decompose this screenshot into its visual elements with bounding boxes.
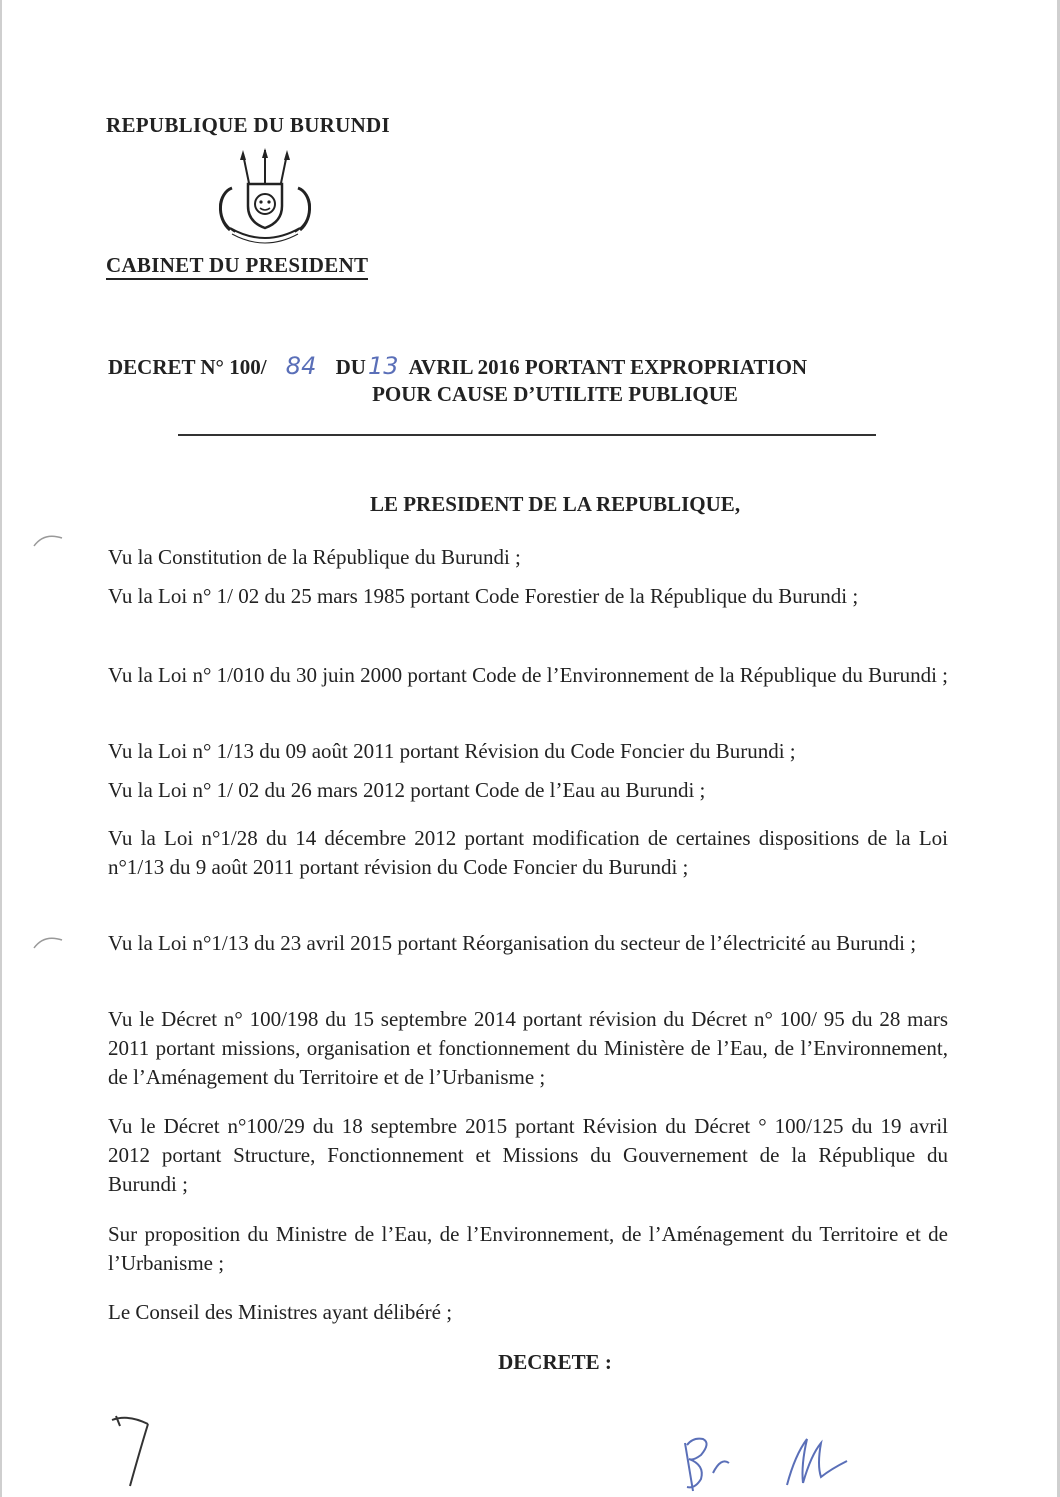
punch-hole-mark bbox=[32, 932, 64, 952]
title-divider bbox=[178, 434, 876, 436]
preamble-paragraph: Vu la Constitution de la République du Burundi ; bbox=[108, 545, 521, 569]
preamble-paragraph: Vu la Loi n° 1/ 02 du 26 mars 2012 portant Code de l’Eau au Burundi ; bbox=[108, 778, 706, 802]
preamble-paragraph: Vu le Décret n°100/29 du 18 septembre 2015 portant Révision du Décret ° 100/125 du 19 avril 2012 portant Structure, Fonctionnement et Missions du Gouvernement de la République du Burundi ; bbox=[108, 1114, 948, 1196]
cabinet-heading: CABINET DU PRESIDENT bbox=[106, 252, 368, 280]
handwritten-initials-signature bbox=[675, 1425, 865, 1495]
handwritten-decree-number: 84 bbox=[285, 352, 317, 380]
preamble-paragraph: Vu la Loi n°1/13 du 23 avril 2015 portant Réorganisation du secteur de l’électricité au Burundi ; bbox=[108, 931, 917, 955]
president-heading: LE PRESIDENT DE LA REPUBLIQUE, bbox=[369, 492, 741, 516]
decree-du: DU bbox=[335, 355, 366, 379]
decrete-heading: DECRETE : bbox=[498, 1350, 612, 1374]
preamble-paragraph: Le Conseil des Ministres ayant délibéré ; bbox=[108, 1300, 453, 1324]
preamble-paragraph: Vu le Décret n° 100/198 du 15 septembre 2014 portant révision du Décret n° 100/ 95 du 28 mars 2011 portant missions, organisation et fonctionnement du Ministère de l’Eau, de l’Environnement, de l’Aménagement du Territoire et de l’Urbanisme ; bbox=[108, 1007, 948, 1089]
preamble-paragraph: Vu la Loi n°1/28 du 14 décembre 2012 portant modification de certaines dispositions de la Loi n°1/13 du 9 août 2011 portant révision du Code Foncier du Burundi ; bbox=[108, 826, 948, 879]
preamble-paragraph: Vu la Loi n° 1/13 du 09 août 2011 portant Révision du Code Foncier du Burundi ; bbox=[108, 739, 796, 763]
handwritten-day: 13 bbox=[367, 352, 399, 380]
decree-suffix: AVRIL 2016 PORTANT EXPROPRIATION bbox=[408, 355, 808, 379]
decree-title-line-1 bbox=[108, 352, 948, 380]
preamble-paragraph: Vu la Loi n° 1/010 du 30 juin 2000 portant Code de l’Environnement de la République du Burundi ; bbox=[108, 663, 949, 687]
scan-edge-left bbox=[0, 0, 2, 1497]
preamble-paragraph: Vu la Loi n° 1/ 02 du 25 mars 1985 portant Code Forestier de la République du Burundi ; bbox=[108, 584, 859, 608]
decree-prefix: DECRET N° 100/ bbox=[108, 355, 267, 379]
handwritten-initial-left bbox=[108, 1410, 168, 1490]
country-heading: REPUBLIQUE DU BURUNDI bbox=[106, 113, 390, 137]
decree-title-line-2: POUR CAUSE D’UTILITE PUBLIQUE bbox=[372, 382, 738, 406]
punch-hole-mark bbox=[32, 530, 64, 550]
preamble-paragraph: Sur proposition du Ministre de l’Eau, de l’Environnement, de l’Aménagement du Territoire et de l’Urbanisme ; bbox=[108, 1222, 948, 1275]
coat-of-arms-emblem bbox=[210, 148, 320, 248]
